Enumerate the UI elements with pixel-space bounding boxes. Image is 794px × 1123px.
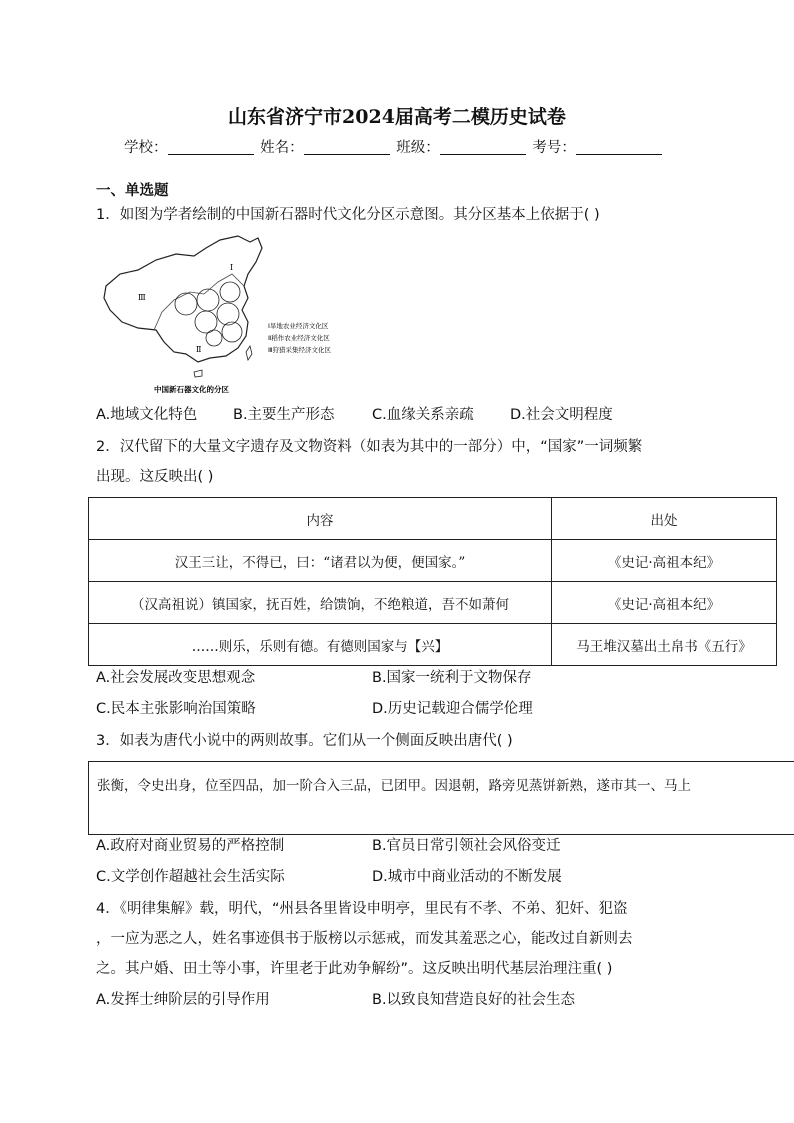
q3-option-a[interactable]: A.政府对商业贸易的严格控制 bbox=[96, 838, 285, 854]
map-legend-item: Ⅰ旱地农业经济文化区 bbox=[268, 322, 329, 330]
class-blank[interactable] bbox=[440, 140, 526, 155]
q2-option-d[interactable]: D.历史记载迎合儒学伦理 bbox=[372, 701, 533, 717]
table-cell-source: 《史记·高祖本纪》 bbox=[552, 582, 777, 624]
q3-story-box bbox=[88, 761, 794, 835]
map-legend-item: Ⅱ稻作农业经济文化区 bbox=[268, 334, 330, 342]
culture-circle bbox=[220, 282, 240, 302]
china-outline bbox=[104, 236, 262, 362]
q3-stem: 3．如表为唐代小说中的两则故事。它们从一个侧面反映出唐代( ) bbox=[96, 733, 513, 749]
table-row bbox=[89, 582, 777, 624]
q3-option-d[interactable]: D.城市中商业活动的不断发展 bbox=[372, 869, 562, 885]
section-heading: 一、单选题 bbox=[96, 183, 169, 199]
culture-circle bbox=[217, 303, 239, 325]
region-divide-1 bbox=[154, 292, 204, 330]
student-info-line bbox=[124, 136, 664, 157]
map-roman-2: Ⅱ bbox=[196, 345, 202, 354]
table-row bbox=[89, 540, 777, 582]
neolithic-culture-map bbox=[98, 234, 360, 398]
q2-option-a[interactable]: A.社会发展改变思想观念 bbox=[96, 670, 256, 686]
q4-stem-line1: 4．《明律集解》载，明代，“州县各里皆设申明亭，里民有不孝、不弟、犯奸、犯盗 bbox=[96, 901, 628, 917]
school-label: 学校： bbox=[124, 140, 168, 156]
q1-option-d[interactable]: D.社会文明程度 bbox=[510, 407, 613, 423]
q3-story-text: 张衡，令史出身，位至四品，加一阶合入三品，已团甲。因退朝，路旁见蒸饼新熟，遂市其一、马上 bbox=[97, 778, 691, 794]
school-blank[interactable] bbox=[168, 140, 254, 155]
name-label: 姓名： bbox=[260, 140, 304, 156]
taiwan-outline bbox=[246, 346, 252, 360]
hainan-outline bbox=[194, 370, 202, 377]
table-cell-source: 马王堆汉墓出土帛书《五行》 bbox=[552, 624, 777, 666]
map-legend-item: Ⅲ狩猎采集经济文化区 bbox=[268, 346, 331, 354]
q1-stem: 1．如图为学者绘制的中国新石器时代文化分区示意图。其分区基本上依据于( ) bbox=[96, 207, 600, 223]
exam-title: 山东省济宁市2024届高考二模历史试卷 bbox=[228, 106, 566, 128]
table-cell-source: 《史记·高祖本纪》 bbox=[552, 540, 777, 582]
table-header-row bbox=[89, 498, 777, 540]
q4-stem-line2: ，一应为恶之人，姓名事迹俱书于版榜以示惩戒，而发其羞恶之心，能改过自新则去 bbox=[96, 931, 633, 947]
table-header-content: 内容 bbox=[89, 498, 552, 540]
q2-option-b[interactable]: B.国家一统利于文物保存 bbox=[372, 670, 532, 686]
q3-option-b[interactable]: B.官员日常引领社会风俗变迁 bbox=[372, 838, 561, 854]
q2-stem-line1: 2．汉代留下的大量文字遗存及文物资料（如表为其中的一部分）中，“国家”一词频繁 bbox=[96, 439, 643, 455]
map-roman-3: Ⅲ bbox=[138, 293, 146, 302]
map-roman-1: Ⅰ bbox=[230, 263, 234, 272]
table-header-source: 出处 bbox=[552, 498, 777, 540]
name-blank[interactable] bbox=[304, 140, 390, 155]
q2-option-c[interactable]: C.民本主张影响治国策略 bbox=[96, 701, 256, 717]
q1-option-a[interactable]: A.地域文化特色 bbox=[96, 407, 198, 423]
q3-option-c[interactable]: C.文学创作超越社会生活实际 bbox=[96, 869, 285, 885]
q4-stem-line3: 之。其户婚、田土等小事，许里老于此劝争解纷”。这反映出明代基层治理注重( ) bbox=[96, 961, 613, 977]
class-label: 班级： bbox=[396, 140, 440, 156]
table-row bbox=[89, 624, 777, 666]
map-caption: 中国新石器文化的分区 bbox=[154, 385, 229, 394]
q1-option-b[interactable]: B.主要生产形态 bbox=[233, 407, 335, 423]
culture-circle bbox=[175, 293, 197, 315]
q2-stem-line2: 出现。这反映出( ) bbox=[96, 469, 214, 485]
table-cell-content: （汉高祖说）镇国家，抚百姓，给馈饷，不绝粮道，吾不如萧何 bbox=[89, 582, 552, 624]
q4-option-a[interactable]: A.发挥士绅阶层的引导作用 bbox=[96, 992, 270, 1008]
number-blank[interactable] bbox=[576, 140, 662, 155]
culture-circle bbox=[206, 330, 222, 346]
q2-table bbox=[88, 497, 777, 666]
table-cell-content: 汉王三让，不得已，曰：“诸君以为便，便国家。” bbox=[89, 540, 552, 582]
culture-circle bbox=[197, 289, 219, 311]
q4-option-b[interactable]: B.以致良知营造良好的社会生态 bbox=[372, 992, 576, 1008]
number-label: 考号： bbox=[532, 140, 576, 156]
table-cell-content: ……则乐，乐则有德。有德则国家与【兴】 bbox=[89, 624, 552, 666]
q1-option-c[interactable]: C.血缘关系亲疏 bbox=[372, 407, 474, 423]
culture-circle bbox=[222, 322, 242, 342]
